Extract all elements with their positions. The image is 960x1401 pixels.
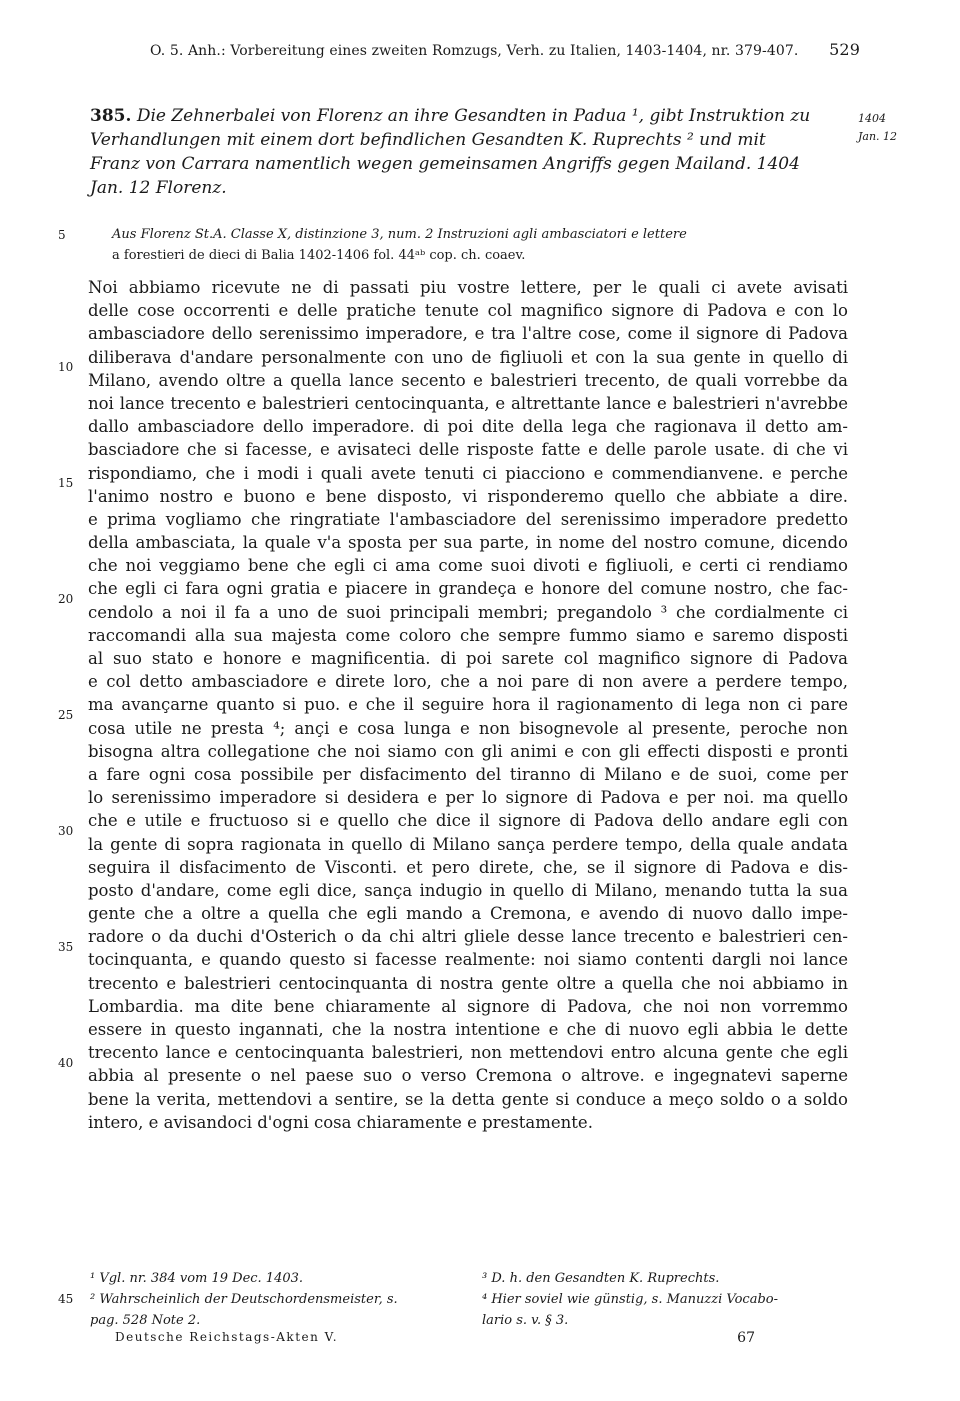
text-line: seguira il disfacimento de Visconti. et pero direte, che, se il signore di Padova e dis- bbox=[88, 857, 848, 877]
text-line: e prima vogliamo che ringratiate l'ambasciadore del serenissimo imperadore predetto bbox=[88, 509, 848, 529]
line-number: 5 bbox=[58, 228, 66, 242]
footnotes bbox=[90, 1268, 850, 1331]
footnote-2-cont: pag. 528 Note 2. bbox=[90, 1313, 201, 1328]
running-header bbox=[150, 40, 860, 59]
heading-line-4: Jan. 12 Florenz. bbox=[90, 178, 227, 198]
document-number: 385. bbox=[90, 106, 132, 126]
text-line: tocinquanta, e quando questo si facesse realmente: noi siamo contenti dargli noi lance bbox=[88, 950, 848, 970]
text-line: trecento lance e centocinquanta balestrieri, non mettendovi entro alcuna gente che egli bbox=[88, 1043, 848, 1063]
text-line: che egli ci fara ogni gratia e piacere in grandeça e honore del comune nostro, che fac- bbox=[88, 579, 848, 599]
line-number: 40 bbox=[58, 1056, 74, 1070]
line-number: 35 bbox=[58, 940, 74, 954]
footnote-2: ² Wahrscheinlich der Deutschordensmeister, s. bbox=[90, 1292, 398, 1307]
text-line: lo serenissimo imperadore si desidera e per lo signore di Padova e per noi. ma quello bbox=[88, 788, 848, 808]
footnote-4-cont: lario s. v. § 3. bbox=[482, 1313, 569, 1328]
page-footer bbox=[115, 1330, 755, 1346]
text-line: bene la verita, mettendovi a sentire, se la detta gente si conduce a meço soldo o a soldo bbox=[88, 1089, 848, 1109]
text-line: abbia al presente o nel paese suo o verso Cremona o altrove. e ingegnatevi saperne bbox=[88, 1066, 848, 1086]
text-line: noi lance trecento e balestrieri centocinquanta, e altrettante lance e balestrieri n'avrebbe bbox=[88, 393, 848, 413]
line-number: 10 bbox=[58, 360, 74, 374]
line-number: 45 bbox=[58, 1292, 74, 1306]
text-line: ma avançarne quanto si puo. e che il seguire hora il ragionamento di lega non ci pare bbox=[88, 695, 848, 715]
text-line: che e utile e fructuoso si e quello che dice il signore di Padova dello andare egli con bbox=[88, 811, 848, 831]
footnote-1: ¹ Vgl. nr. 384 vom 19 Dec. 1403. bbox=[90, 1271, 304, 1286]
source-line-1: Aus Florenz St.A. Classe X, distinzione 3, num. 2 Instruzioni agli ambasciatori e lettere bbox=[112, 227, 687, 242]
line-number: 15 bbox=[58, 476, 74, 490]
source-note bbox=[112, 224, 852, 266]
margin-date-year: 1404 bbox=[858, 112, 886, 125]
footnote-4: ⁴ Hier soviel wie günstig, s. Manuzzi Vocabo- bbox=[482, 1292, 779, 1307]
running-title: O. 5. Anh.: Vorbereitung eines zweiten Romzugs, Verh. zu Italien, 1403-1404, nr. 379-407. bbox=[150, 43, 799, 59]
text-line: Noi abbiamo ricevute ne di passati piu vostre lettere, per le quali ci avete avisati bbox=[88, 278, 848, 297]
document-heading bbox=[90, 104, 850, 200]
margin-date-day: Jan. 12 bbox=[858, 130, 898, 143]
text-line: bisogna altra collegatione che noi siamo con gli animi e con gli effecti disposti e pronti bbox=[88, 741, 848, 761]
line-number: 30 bbox=[58, 824, 74, 838]
heading-line-2: Verhandlungen mit einem dort befindlichen Gesandten K. Ruprechts ² und mit bbox=[90, 130, 766, 150]
text-line: posto d'andare, come egli dice, sança indugio in quello di Milano, menando tutta la sua bbox=[88, 880, 848, 900]
text-line: che noi veggiamo bene che egli ci ama come suoi divoti e figliuoli, e certi ci rendiamo bbox=[88, 556, 848, 576]
sheet-signature: 67 bbox=[737, 1330, 755, 1346]
source-line-2: a forestieri de dieci di Balia 1402-1406 fol. 44ᵃᵇ cop. ch. coaev. bbox=[112, 248, 526, 263]
text-line: Lombardia. ma dite bene chiaramente al signore di Padova, che noi non vorremmo bbox=[88, 996, 848, 1016]
text-line: ambasciadore dello serenissimo imperadore, e tra l'altre cose, come il signore di Padova bbox=[88, 324, 848, 344]
text-line: diliberava d'andare personalmente con uno de figliuoli et con la sua gente in quello di bbox=[88, 347, 848, 367]
line-number: 25 bbox=[58, 708, 74, 722]
text-line: radore o da duchi d'Osterich o da chi altri gliele desse lance trecento e balestrieri cen- bbox=[88, 927, 848, 947]
text-line: la gente di sopra ragionata in quello di Milano sança perdere tempo, della quale andata bbox=[88, 834, 848, 854]
heading-text-1: Die Zehnerbalei von Florenz an ihre Gesandten in Padua ¹, gibt Instruktion zu bbox=[136, 106, 811, 126]
text-line: della ambasciata, la quale v'a sposta per sua parte, in nome del nostro comune, dicendo bbox=[88, 533, 848, 553]
text-line: basciadore che si facesse, e avisateci delle risposte fatte e delle parole usate. di che vi bbox=[88, 440, 848, 460]
text-line: raccomandi alla sua majesta come coloro che sempre fummo siamo e saremo disposti bbox=[88, 625, 848, 645]
text-line: essere in questo ingannati, che la nostra intentione e che di nuovo egli abbia le dette bbox=[88, 1020, 848, 1039]
page-number: 529 bbox=[829, 40, 860, 59]
heading-line-3: Franz von Carrara namentlich wegen gemeinsamen Angriffs gegen Mailand. 1404 bbox=[90, 154, 800, 174]
text-line: dallo ambasciadore dello imperadore. di poi dite della lega che ragionava il detto am- bbox=[88, 417, 848, 437]
main-text bbox=[88, 276, 848, 1134]
text-line: e col detto ambasciadore e direte loro, che a noi pare di non avere a perdere tempo, bbox=[88, 672, 848, 692]
text-line: delle cose occorrenti e delle pratiche tenute col magnifico signore di Padova e con lo bbox=[88, 301, 848, 321]
footnote-3: ³ D. h. den Gesandten K. Ruprechts. bbox=[482, 1271, 720, 1286]
text-line: cendolo a noi il fa a uno de suoi principali membri; pregandolo ³ che cordialmente ci bbox=[88, 602, 848, 622]
text-line: Milano, avendo oltre a quella lance secento e balestrieri trecento, de quali vorrebbe da bbox=[88, 370, 848, 390]
text-line: gente che a oltre a quella che egli mando a Cremona, e avendo di nuovo dallo impe- bbox=[88, 904, 848, 924]
text-line: al suo stato e honore e magnificentia. di poi sarete col magnifico signore di Padova bbox=[88, 649, 848, 668]
text-line: intero, e avisandoci d'ogni cosa chiaramente e prestamente. bbox=[88, 1112, 593, 1132]
text-line: rispondiamo, che i modi i quali avete tenuti ci piacciono e commendianvene. e perche bbox=[88, 463, 848, 483]
heading-line-1 bbox=[90, 104, 850, 128]
text-line: l'animo nostro e buono e bene disposto, vi risponderemo quello che abbiate a dire. bbox=[88, 486, 848, 506]
text-line: a fare ogni cosa possibile per disfacimento del tiranno di Milano e de suoi, come per bbox=[88, 764, 848, 784]
line-number: 20 bbox=[58, 592, 74, 606]
series-title: Deutsche Reichstags-Akten V. bbox=[115, 1330, 339, 1344]
text-line: cosa utile ne presta ⁴; ançi e cosa lunga e non bisognevole al presente, peroche non bbox=[88, 718, 848, 738]
text-line: trecento e balestrieri centocinquanta di nostra gente oltre a quella che noi abbiamo in bbox=[88, 973, 848, 993]
